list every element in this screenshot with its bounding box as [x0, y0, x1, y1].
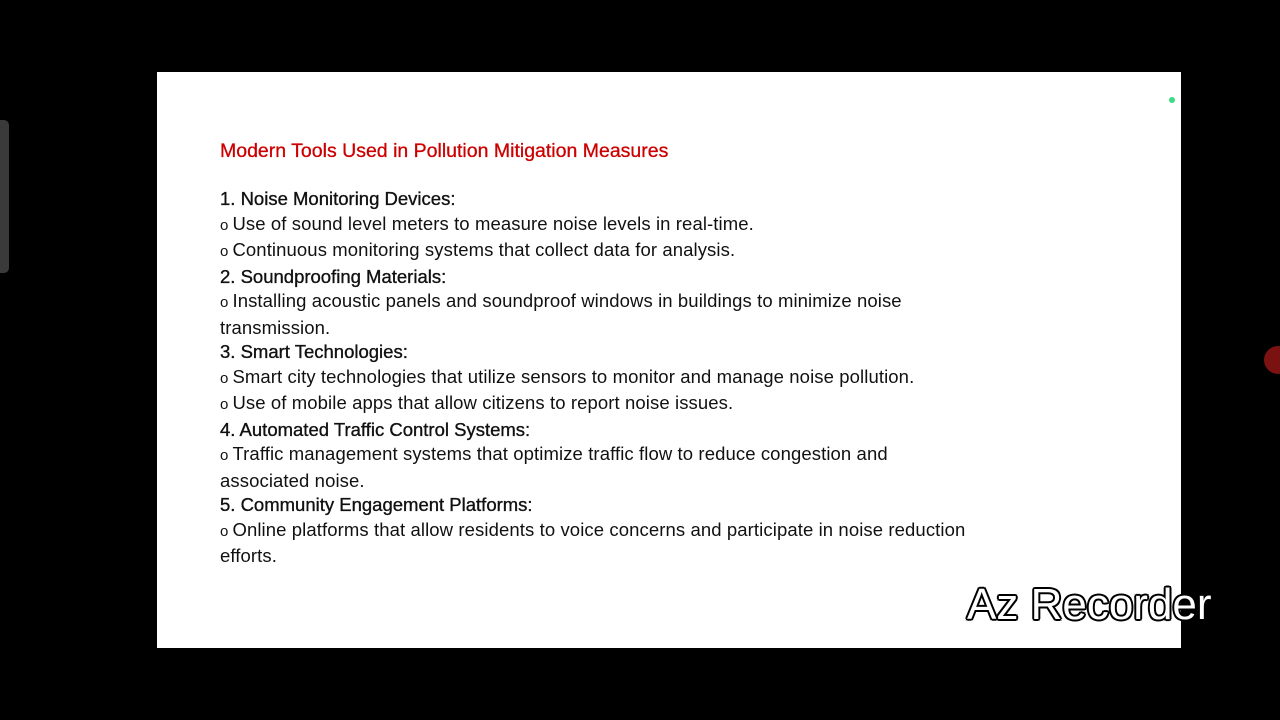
- section: [220, 265, 980, 341]
- recorder-floating-bubble[interactable]: [1264, 346, 1280, 374]
- presentation-slide: [157, 72, 1181, 648]
- bullet-marker: o: [220, 447, 229, 464]
- bullet-marker: o: [220, 216, 229, 234]
- list-item: [220, 238, 980, 265]
- bullet-marker: o: [220, 396, 229, 413]
- bullet-text: Use of mobile apps that allow citizens to report noise issues.: [232, 392, 734, 413]
- bullet-marker: o: [220, 243, 229, 260]
- section: [220, 187, 980, 265]
- bullet-text: Use of sound level meters to measure noise levels in real-time.: [232, 212, 754, 234]
- list-item: [220, 289, 980, 340]
- section-heading: 5. Community Engagement Platforms:: [220, 494, 533, 515]
- section: [220, 418, 980, 494]
- section: [220, 493, 980, 569]
- list-item: [220, 212, 980, 239]
- bullet-marker: o: [220, 522, 229, 540]
- bullet-text: Online platforms that allow residents to voice concerns and participate in noise reduction efforts.: [220, 518, 966, 566]
- bullet-text: Continuous monitoring systems that collect data for analysis.: [232, 239, 736, 260]
- section: [220, 340, 980, 418]
- list-item: [220, 518, 980, 569]
- section-heading: 2. Soundproofing Materials:: [220, 265, 447, 287]
- list-item: [220, 365, 980, 392]
- list-item: [220, 442, 980, 493]
- bullet-text: Traffic management systems that optimize traffic flow to reduce congestion and associated noise.: [220, 443, 888, 491]
- bullet-text: Smart city technologies that utilize sensors to monitor and manage noise pollution.: [232, 365, 915, 387]
- edge-panel-handle[interactable]: [0, 120, 9, 273]
- list-item: [220, 391, 980, 418]
- recording-indicator-dot: [1169, 97, 1175, 103]
- recorder-watermark: Az Recorder: [967, 580, 1212, 629]
- bullet-marker: o: [220, 369, 229, 387]
- section-heading: 3. Smart Technologies:: [220, 341, 408, 362]
- slide-title: Modern Tools Used in Pollution Mitigation Measures: [220, 140, 669, 162]
- section-heading: 1. Noise Monitoring Devices:: [220, 188, 456, 209]
- slide-content: [220, 187, 980, 569]
- section-heading: 4. Automated Traffic Control Systems:: [220, 418, 531, 440]
- bullet-text: Installing acoustic panels and soundproof windows in buildings to minimize noise transmission.: [220, 290, 902, 338]
- bullet-marker: o: [220, 294, 229, 311]
